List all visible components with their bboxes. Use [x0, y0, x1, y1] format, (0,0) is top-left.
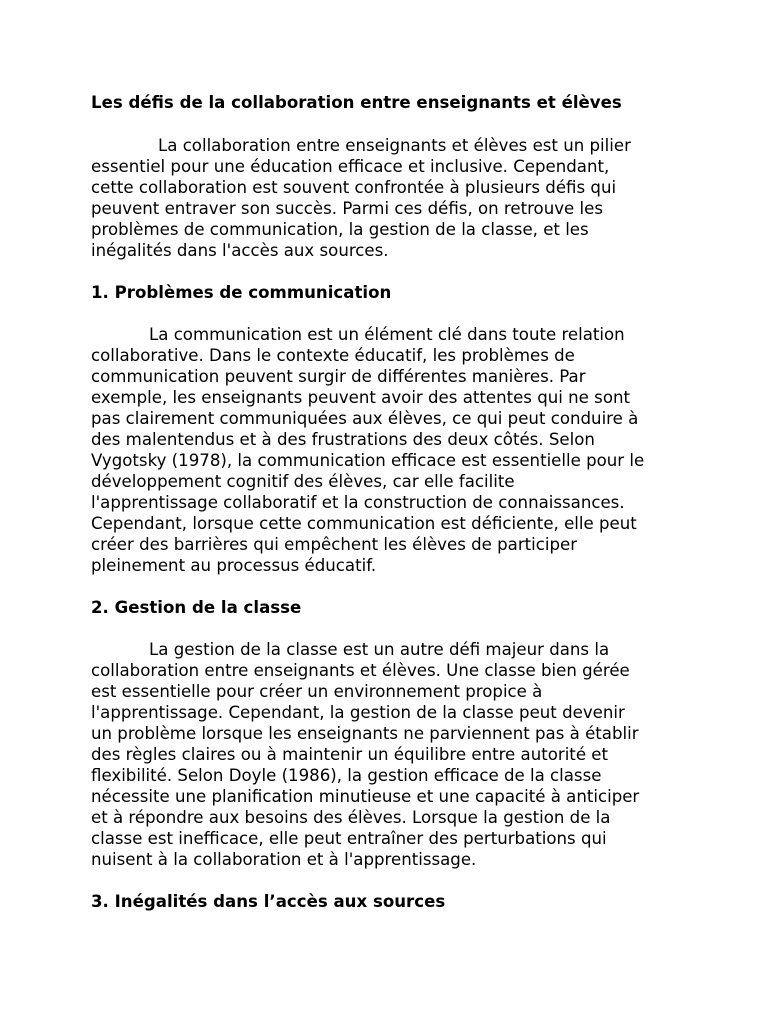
- spacer: [91, 261, 681, 282]
- spacer: [91, 303, 681, 324]
- paragraph-line: nuisent à la collaboration et à l'apprentissage.: [91, 850, 477, 869]
- paragraph-line: est essentielle pour créer un environnement propice à: [91, 682, 543, 701]
- spacer: [91, 618, 681, 639]
- paragraph-line: problèmes de communication, la gestion de la classe, et les: [91, 220, 589, 239]
- paragraph-line: inégalités dans l'accès aux sources.: [91, 241, 389, 260]
- paragraph-line: flexibilité. Selon Doyle (1986), la gestion efficace de la classe: [91, 766, 602, 785]
- intro-paragraph: [91, 135, 681, 261]
- section-paragraph-communication: [91, 324, 681, 576]
- paragraph-line: Cependant, lorsque cette communication est déficiente, elle peut: [91, 514, 637, 533]
- section-heading-communication: 1. Problèmes de communication: [91, 283, 392, 302]
- paragraph-line: collaboration entre enseignants et élèves. Une classe bien gérée: [91, 661, 630, 680]
- paragraph-line: essentiel pour une éducation efficace et inclusive. Cependant,: [91, 157, 610, 176]
- spacer: [91, 113, 681, 135]
- paragraph-line: La gestion de la classe est un autre défi majeur dans la: [149, 640, 610, 659]
- document-title: Les défis de la collaboration entre enseignants et élèves: [91, 93, 622, 112]
- section-heading-classroom-management: 2. Gestion de la classe: [91, 598, 302, 617]
- paragraph-line: classe est inefficace, elle peut entraîner des perturbations qui: [91, 829, 607, 848]
- section-heading-inequalities: 3. Inégalités dans l’accès aux sources: [91, 892, 446, 911]
- paragraph-line: développement cognitif des élèves, car elle facilite: [91, 472, 515, 491]
- paragraph-line: des règles claires ou à maintenir un équilibre entre autorité et: [91, 745, 609, 764]
- document-page: [91, 92, 681, 912]
- paragraph-line: La collaboration entre enseignants et élèves est un pilier: [158, 136, 631, 155]
- paragraph-line: nécessite une planification minutieuse et une capacité à anticiper: [91, 787, 640, 806]
- paragraph-line: peuvent entraver son succès. Parmi ces défis, on retrouve les: [91, 199, 603, 218]
- paragraph-line: pleinement au processus éducatif.: [91, 556, 377, 575]
- paragraph-line: collaborative. Dans le contexte éducatif, les problèmes de: [91, 346, 575, 365]
- paragraph-line: et à répondre aux besoins des élèves. Lorsque la gestion de la: [91, 808, 611, 827]
- paragraph-line: l'apprentissage. Cependant, la gestion de la classe peut devenir: [91, 703, 625, 722]
- paragraph-line: exemple, les enseignants peuvent avoir des attentes qui ne sont: [91, 388, 630, 407]
- paragraph-line: pas clairement communiquées aux élèves, ce qui peut conduire à: [91, 409, 639, 428]
- paragraph-line: l'apprentissage collaboratif et la construction de connaissances.: [91, 493, 625, 512]
- paragraph-line: créer des barrières qui empêchent les élèves de participer: [91, 535, 578, 554]
- paragraph-line: communication peuvent surgir de différentes manières. Par: [91, 367, 586, 386]
- spacer: [91, 576, 681, 597]
- spacer: [91, 870, 681, 891]
- paragraph-line: des malentendus et à des frustrations des deux côtés. Selon: [91, 430, 595, 449]
- paragraph-line: La communication est un élément clé dans toute relation: [149, 325, 625, 344]
- paragraph-line: un problème lorsque les enseignants ne parviennent pas à établir: [91, 724, 639, 743]
- section-paragraph-classroom-management: [91, 639, 681, 870]
- paragraph-line: Vygotsky (1978), la communication efficace est essentielle pour le: [91, 451, 645, 470]
- paragraph-line: cette collaboration est souvent confrontée à plusieurs défis qui: [91, 178, 617, 197]
